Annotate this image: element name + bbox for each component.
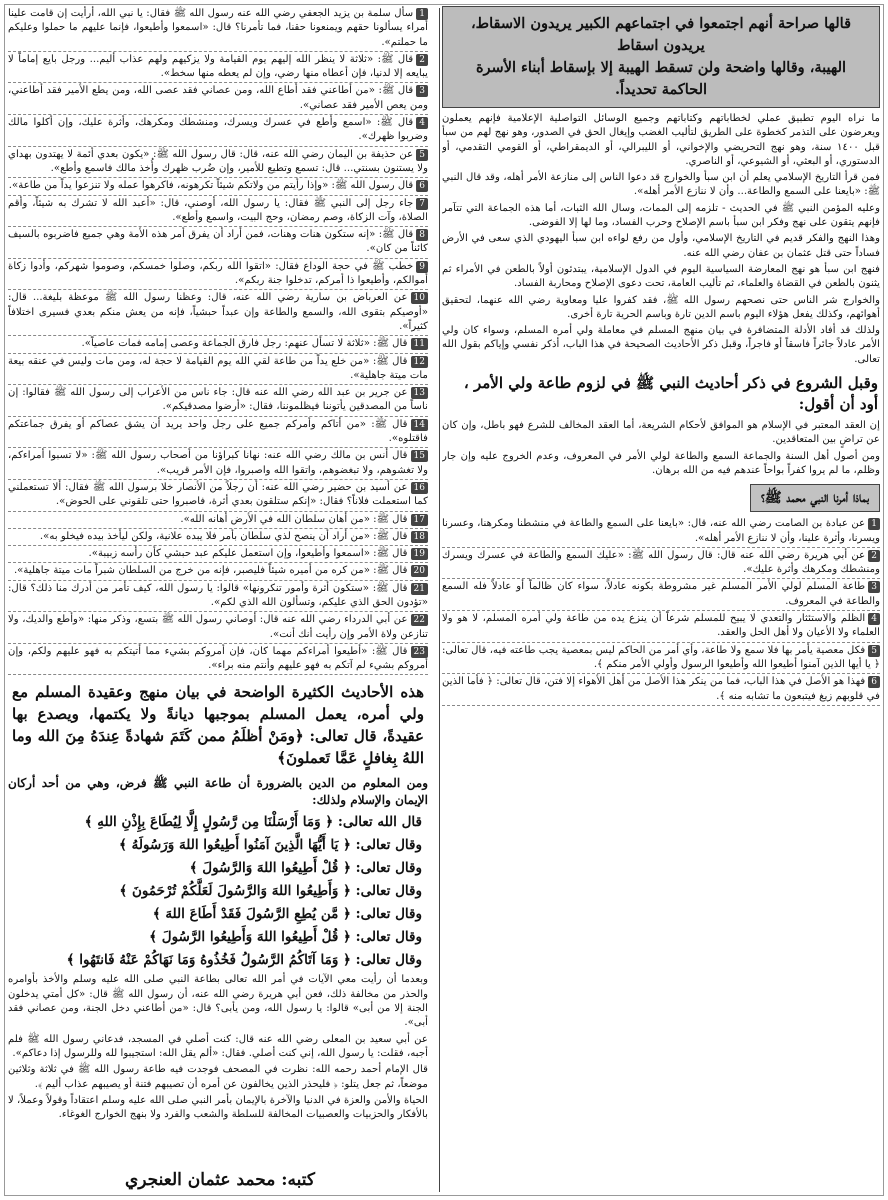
closing-paragraph-text: الحياة والأمن والعزة في الدنيا والآخرة بالإيمان بأمر النبي صلى الله عليه وسلم اعتقاداً وقولاً وعملاً، لا بالأفكار والحزبيات والعصبيات المخالفة للسلطة والشعب والفرد ولا بنهج الخوارج الغوغاء. xyxy=(8,1094,428,1121)
section-subheading: بماذا أمرنا النبي محمد ﷺ؟ xyxy=(750,484,880,512)
item-number: 12 xyxy=(411,356,428,368)
hadith-item xyxy=(8,529,428,546)
paragraph-text: والخوارج شر الناس حتى نصحهم رسول الله ﷺ، فقد كفروا عليا ومعاوية رضي الله عنهما، لتحقيق أهوائهم، وكذلك يفعل هؤلاء اليوم باسم الدين تارة وباسم الحرية تارة أخرى. xyxy=(442,294,880,320)
hadith-item-text: خطب ﷺ في حجة الوداع فقال: «اتقوا الله ربكم، وصلوا خمسكم، وصوموا شهركم، وأدوا زكاة أموالكم، وأطيعوا ذا أمركم، تدخلوا جنة ربكم». xyxy=(8,260,428,287)
paragraph-text: ولذلك قد أفاد الأدلة المتضافرة في بيان منهج المسلم في معاملة ولي أمره المسلم، وسواء كان ولي الأمر عادلاً جائراً فاسقاً أو فاجراً، وقبل ذكر الأحاديث الصحيحة في هذا الباب، أذكر نفسي وإياكم بقول الله تعالى. xyxy=(442,325,880,365)
verse-line xyxy=(14,950,422,970)
item-number: 11 xyxy=(411,338,428,350)
command-item-text: فهذا هو الأصل في هذا الباب، فما من ينكر هذا الأصل من أهل الأهواء إلا فتن، قال تعالى: ﴿ فأما الذين في قلوبهم زيغ فيتبعون ما تشابه منه ﴾. xyxy=(442,676,880,702)
hadith-item xyxy=(8,115,428,147)
closing-paragraph xyxy=(8,1063,428,1092)
item-number: 1 xyxy=(416,8,428,20)
verse-line xyxy=(14,904,422,924)
hadith-item xyxy=(8,178,428,195)
principle-item xyxy=(442,450,880,479)
item-number: 7 xyxy=(416,198,428,210)
item-number: 6 xyxy=(416,180,428,192)
paragraph xyxy=(442,202,880,231)
item-number: 2 xyxy=(416,54,428,66)
hadith-item xyxy=(8,448,428,480)
item-number: 9 xyxy=(416,261,428,273)
verse-line-text: وقال تعالى: ﴿ وَأَطِيعُوا اللهَ وَالرَّسُولَ لَعَلَّكُمْ تُرْحَمُونَ ﴾ xyxy=(119,883,422,900)
paragraph-text: وهذا النهج والفكر قديم في التاريخ الإسلامي، وأول من رفع لواءه ابن سبأ اليهودي الذي سعى في الأرض فساداً حتى قتل عثمان بن عفان رضي الله عنه. xyxy=(442,233,880,259)
paragraph-text: ما نراه اليوم تطبيق عملي لخطاباتهم وكتاباتهم وجميع الوسائل التواصلية الإعلامية فإنهم يعملون ويعرضون على التذمر كخطوة على الطريق لتأليب الغضب وإيغال الحق في الصدور، وهو نهج لهم من سبأ قبل ١٤٠٠ سنة، وهو نهج التحريضي والإخواني، أو الليبرالي، أو الديمقراطي، أو القومي التقدمي، أو الدستوري، أو البعثي، أو الشيوعي، أو الناصري. xyxy=(442,113,880,167)
item-number: 2 xyxy=(868,550,880,562)
closing-paragraph xyxy=(8,1094,428,1123)
item-number: 4 xyxy=(416,117,428,129)
column-divider xyxy=(439,8,440,1192)
command-item-text: الظلم والاستئثار والتعدي لا يبيح للمسلم شرعاً أن ينزع يده من طاعة ولي أمره المسلم، لا هو ولا العلماء ولا الأعيان ولا أهل الحل والعقد. xyxy=(442,613,880,639)
hadith-item-text: عن جرير بن عبد الله رضي الله عنه قال: جاء ناس من الأعراب إلى رسول الله ﷺ فقالوا: إن ناساً من المصدقين يأتوننا فيظلموننا، فقال: «أرضوا مصدقيكم». xyxy=(8,387,428,413)
hadith-item xyxy=(8,644,428,676)
item-number: 15 xyxy=(411,450,428,462)
verse-line xyxy=(14,835,422,855)
hadith-item-text: سأل سلمة بن يزيد الجعفي رضي الله عنه رسول الله ﷺ فقال: يا نبي الله، أرأيت إن قامت علينا أمراء يسألونا حقهم ويمنعونا حقنا، فما تأمرنا؟ قال: «اسمعوا وأطيعوا، فإنما عليهم ما حملوا وعليكم ما حملتم». xyxy=(8,8,428,48)
verse-line-text: قال الله تعالى: ﴿ وَمَا أَرْسَلْنَا مِن رَّسُولٍ إِلَّا لِيُطَاعَ بِإِذْنِ اللهِ ﴾ xyxy=(84,814,422,831)
closing-paragraph-text: وبعدما أن رأيت معي الآيات في أمر الله تعالى بطاعة النبي صلى الله عليه وسلم والأخذ بأوامره والحذر من مخالفة ذلك، فعن أبي هريرة رضي الله عنه، أن رسول الله ﷺ قال: «كل أمتي يدخلون الجنة إلا من أبى» قالوا: يا رسول الله، ومن يأبى؟ قال: «من أطاعني دخل الجنة، ومن عصاني فقد أبى». xyxy=(8,974,428,1029)
hadith-item-text: قال ﷺ: «ستكون أثرة وأمور تنكرونها» قالوا: يا رسول الله، كيف تأمر من أدرك منا ذلك؟ قال: «تؤدون الحق الذي عليكم، وتسألون الله الذي لكم». xyxy=(8,582,428,608)
paragraph xyxy=(442,232,880,261)
intro-paragraph: ومن المعلوم من الدين بالضرورة أن طاعة النبي ﷺ فرض، وهي من أحد أركان الإيمان والإسلام ولذلك: xyxy=(8,776,428,808)
command-item xyxy=(442,548,880,580)
item-number: 21 xyxy=(411,583,428,595)
verse-line xyxy=(14,858,422,878)
hadith-item-text: قال أنس بن مالك رضي الله عنه: نهانا كبراؤنا من أصحاب رسول الله ﷺ: «لا تسبوا أمراءكم، ولا تغشوهم، ولا تبغضوهم، واتقوا الله واصبروا، فإن الأمر قريب». xyxy=(8,450,428,476)
verses-list xyxy=(8,812,428,970)
hadith-item xyxy=(8,196,428,228)
principle-item-text: إن العقد المعتبر في الإسلام هو الموافق لأحكام الشريعة، أما العقد المخالف للشرع فهو باطل، وإن كان عن تراضٍ بين المتعاقدين. xyxy=(442,420,880,446)
item-number: 18 xyxy=(411,531,428,543)
hadith-item xyxy=(8,480,428,512)
verse-line-text: وقال تعالى: ﴿ قُلْ أَطِيعُوا اللهَ وَأَطِيعُوا الرَّسُولَ ﴾ xyxy=(149,929,422,946)
item-number: 22 xyxy=(411,614,428,626)
item-number: 8 xyxy=(416,229,428,241)
command-item-text: عن أبي هريرة رضي الله عنه قال: قال رسول الله ﷺ: «عليك السمع والطاعة في عسرك ويسرك ومنشطك ومكرهك وأثرة عليك». xyxy=(442,549,880,576)
hadith-item xyxy=(8,612,428,644)
item-number: 3 xyxy=(416,85,428,97)
command-item xyxy=(442,516,880,548)
right-intro-paragraphs xyxy=(442,112,880,367)
headline-line-2: الهيبة، وقالها واضحة ولن تسقط الهيبة إلا بإسقاط أبناء الأسرة الحاكمة تحديداً. xyxy=(475,59,847,98)
principle-item-text: ومن أصول أهل السنة والجماعة السمع والطاعة لولي الأمر في المعروف، وعدم الخروج عليه وإن جار وظلم، ما لم يروا كفراً بواحاً عندهم فيه من الله برهان. xyxy=(442,450,880,476)
paragraph-text: فنهج ابن سبأ هو نهج المعارضة السياسية اليوم في الدول الإسلامية، يبتدئون أولاً بالطعن في الأمراء ثم يثنون بالطعن في القضاة والعلماء، ثم تأليب العامة، تحت دعوى الإصلاح ومحاربة الفساد. xyxy=(442,263,880,290)
hadith-item xyxy=(8,52,428,84)
hadith-item-text: عن أسيد بن حضير رضي الله عنه: أن رجلاً من الأنصار خلا برسول الله ﷺ فقال: ألا تستعملني كما استعملت فلاناً؟ فقال: «إنكم ستلقون بعدي أثرة، فاصبروا حتى تلقوني على الحوض». xyxy=(8,481,428,508)
author-signature: كتبه: محمد عثمان العنجري xyxy=(125,1170,315,1190)
verse-line-text: وقال تعالى: ﴿ يَا أَيُّهَا الَّذِينَ آمَنُوا أَطِيعُوا اللهَ وَرَسُولَهُ ﴾ xyxy=(119,837,422,854)
hadith-item xyxy=(8,290,428,336)
hadith-item xyxy=(8,512,428,529)
summary-block: هذه الأحاديث الكثيرة الواضحة في بيان منهج وعقيدة المسلم مع ولي أمره، يعمل المسلم بموجبها ديانةً ولا يكتمها، ويصدع بها عقيدةً، قال تعالى: ﴿ومَنْ أظلَمُ ممن كَتَمَ شهادةً عِندَهُ مِنَ الله وما اللهُ بِغافلٍ عَمَّا تَعملونَ﴾ xyxy=(12,683,424,768)
item-number: 13 xyxy=(411,387,428,399)
command-item xyxy=(442,579,880,611)
hadith-item-text: قال رسول الله ﷺ: «وإذا رأيتم من ولاتكم شيئاً تكرهونه، فاكرهوا عمله ولا تنزعوا يداً من طاعة». xyxy=(8,180,414,192)
command-item-text: طاعة المسلم لولي الأمر المسلم غير مشروطة بكونه عادلاً، سواء كان ظالماً أو عادلاً فله السمع والطاعة في المعروف. xyxy=(442,581,880,607)
closing-paragraphs xyxy=(8,973,428,1122)
item-number: 4 xyxy=(868,613,880,625)
paragraph xyxy=(442,263,880,292)
section-heading: وقبل الشروع في ذكر أحاديث النبي ﷺ في لزوم طاعة ولي الأمر ، أود أن أقول: xyxy=(463,374,878,414)
closing-paragraph xyxy=(8,1033,428,1062)
verse-line xyxy=(14,881,422,901)
paragraph xyxy=(442,171,880,200)
paragraph xyxy=(442,324,880,367)
command-item-text: فكل معصية يأمر بها فلا سمع ولا طاعة، وأي أمر من الحاكم ليس بمعصية يجب طاعته فيه، قال تعالى: ﴿ يا أيها الذين آمنوا أطيعوا الله وأطيعوا الرسول وأولي الأمر منكم ﴾. xyxy=(442,644,880,670)
hadith-item xyxy=(8,354,428,386)
hadith-item-text: عن حذيفة بن اليمان رضي الله عنه، قال: قال رسول الله ﷺ: «يكون بعدي أئمة لا يهتدون بهداي ولا يستنون بسنتي... قال: تسمع وتطيع للأمير، وإن ضُرب ظهرك وأُخذ مالك فاسمع وأطع». xyxy=(8,148,428,174)
verse-line xyxy=(14,927,422,947)
item-number: 5 xyxy=(868,645,880,657)
hadith-item xyxy=(8,6,428,52)
command-item xyxy=(442,611,880,643)
hadith-item-text: قال ﷺ: «من أراد أن ينصح لذي سلطان بأمر فلا يبده علانية، ولكن ليأخذ بيده فيخلو به». xyxy=(39,530,408,542)
item-number: 6 xyxy=(868,676,880,688)
left-column xyxy=(8,6,428,1194)
verse-line xyxy=(14,812,422,832)
hadith-item-text: قال ﷺ: «من أهان سلطان الله في الأرض أهانه الله». xyxy=(180,513,408,525)
hadith-item xyxy=(8,581,428,613)
item-number: 1 xyxy=(868,518,880,530)
item-number: 23 xyxy=(411,646,428,658)
paragraph xyxy=(442,112,880,169)
hadith-item-text: قال ﷺ: «أطيعوا أمراءكم مهما كان، فإن أمروكم بشيء مما أتيتكم به فهو عليهم ولكم، وإن أمروكم بشيء لم آتكم به فهو عليهم وأنتم منه براء». xyxy=(8,645,428,672)
hadith-item xyxy=(8,259,428,291)
hadith-item-text: قال ﷺ: «إنه ستكون هنات وهنات، فمن أراد أن يفرق أمر هذه الأمة وهي جميع فاضربوه بالسيف كائناً من كان». xyxy=(8,229,428,255)
hadith-item xyxy=(8,563,428,580)
item-number: 14 xyxy=(411,419,428,431)
subheading-wrap xyxy=(442,480,880,516)
verse-line-text: وقال تعالى: ﴿ قُلْ أَطِيعُوا اللهَ وَالرَّسُولَ ﴾ xyxy=(189,860,422,877)
paragraph-text: وعليه المؤمن النبي ﷺ في الحديث - تلزمه إلى الممات، وسال الله الثبات، أما هذه الجماعة التي تتآمر فإنهم يتقون على نهج وفكر ابن سبأ باسم الإصلاح وحرب الفساد، وما لها إلا الفوضى. xyxy=(442,202,880,229)
hadith-item-text: قال ﷺ: «من كره من أميره شيئاً فليصبر، فإنه من خرج من السلطان شبراً مات ميتة جاهلية». xyxy=(13,565,408,577)
hadith-item xyxy=(8,546,428,563)
hadith-item xyxy=(8,336,428,353)
hadith-item-text: جاء رجل إلى النبي ﷺ فقال: يا رسول الله، أوصني، قال: «أعبد الله لا تشرك به شيئاً، وأقم الصلاة، وآت الزكاة، وصم رمضان، وحج البيت، واسمع وأطع». xyxy=(8,197,428,223)
hadith-item-text: قال ﷺ: «من أتاكم وأمركم جميع على رجل واحد يريد أن يشق عصاكم أو يفرق جماعتكم فاقتلوه». xyxy=(8,418,428,445)
hadith-item xyxy=(8,147,428,179)
item-number: 5 xyxy=(416,149,428,161)
verse-line-text: وقال تعالى: ﴿ مَّن يُطِعِ الرَّسُولَ فَقَدْ أَطَاعَ اللهَ ﴾ xyxy=(152,906,422,923)
paragraph xyxy=(442,294,880,323)
item-number: 10 xyxy=(411,292,428,304)
hadith-item xyxy=(8,417,428,449)
hadith-item xyxy=(8,385,428,417)
command-item-text: عن عبادة بن الصامت رضي الله عنه، قال: «بايعنا على السمع والطاعة في منشطنا ومكرهنا، وعسرنا ويسرنا، وأثرة علينا، وأن لا ننازع الأمر أهله». xyxy=(442,518,880,544)
verse-line-text: وقال تعالى: ﴿ وَمَا آتَاكُمُ الرَّسُولُ فَخُذُوهُ وَمَا نَهَاكُمْ عَنْهُ فَانتَهُوا ﴾ xyxy=(66,952,422,969)
closing-paragraph-text: قال الإمام أحمد رحمه الله: نظرت في المصحف فوجدت فيه طاعة رسول الله ﷺ في ثلاثة وثلاثين موضعاً، ثم جعل يتلو: ﴿ فليحذر الذين يخالفون عن أمره أن تصيبهم فتنة أو يصيبهم عذاب أليم ﴾. xyxy=(8,1064,428,1090)
item-number: 17 xyxy=(411,514,428,526)
hadith-item-text: قال ﷺ: «اسمعوا وأطيعوا، وإن استعمل عليكم عبد حبشي كأن رأسه زبيبة». xyxy=(88,548,408,560)
hadith-item-text: عن أبي الدرداء رضي الله عنه قال: أوصاني رسول الله ﷺ بتسع، وذكر منها: «وأطع والديك، ولا تنازعن ولاة الأمر وإن رأيت أنك أنت». xyxy=(8,614,428,640)
command-item xyxy=(442,674,880,706)
right-principles-list xyxy=(442,419,880,478)
headline-banner xyxy=(442,6,880,108)
hadith-item-text: قال ﷺ: «من أطاعني فقد أطاع الله، ومن عصاني فقد عصى الله، ومن يطع الأمير فقد أطاعني، ومن يعص الأمير فقد عصاني». xyxy=(8,85,428,111)
hadith-item-text: قال ﷺ: «ثلاثة لا تسأل عنهم: رجل فارق الجماعة وعصى إمامه فمات عاصياً». xyxy=(81,338,408,350)
item-number: 19 xyxy=(411,548,428,560)
hadith-item xyxy=(8,83,428,115)
paragraph-text: فمن قرأ التاريخ الإسلامي يعلم أن ابن سبأ والخوارج قد دعوا الناس إلى منازعة الأمر أهله، وقد قال النبي ﷺ: «بايعنا على السمع والطاعة... وأن لا ننازع الأمر أهله». xyxy=(442,172,880,198)
principle-item xyxy=(442,419,880,448)
item-number: 3 xyxy=(868,581,880,593)
item-number: 16 xyxy=(411,482,428,494)
hadith-item-text: قال ﷺ: «من خلع يداً من طاعة لقي الله يوم القيامة لا حجة له، ومن مات وليس في عنقه بيعة مات ميتة جاهلية». xyxy=(8,355,428,381)
hadith-list xyxy=(8,6,428,675)
item-number: 20 xyxy=(411,565,428,577)
right-column xyxy=(442,6,880,1194)
hadith-item-text: قال ﷺ: «اسمع وأطع في عسرك ويسرك، ومنشطك ومكرهك، وأثرة عليك، وإن أكلوا مالك وضربوا ظهرك». xyxy=(8,117,428,143)
headline-line-1: قالها صراحة أنهم اجتمعوا في اجتماعهم الكبير يريدون الاسقاط، يريدون اسقاط xyxy=(471,15,851,54)
hadith-item xyxy=(8,227,428,259)
hadith-item-text: قال ﷺ: «ثلاثة لا ينظر الله إليهم يوم القيامة ولا يزكيهم ولهم عذاب أليم... ورجل بايع إماماً لا يبايعه إلا لدنيا، فإن أعطاه منها رضي، وإن لم يعطه منها سخط». xyxy=(8,53,428,80)
hadith-item-text: عن العرباض بن سارية رضي الله عنه، قال: وعظنا رسول الله ﷺ موعظة بليغة... قال: «أوصيكم بتقوى الله، والسمع والطاعة وإن عبداً حبشياً، فإنه من يعش منكم بعدي فسيرى اختلافاً كثيراً». xyxy=(8,292,428,332)
command-item xyxy=(442,643,880,675)
closing-paragraph xyxy=(8,973,428,1030)
closing-paragraph-text: عن أبي سعيد بن المعلى رضي الله عنه قال: كنت أصلي في المسجد، فدعاني رسول الله ﷺ فلم أجبه، فقلت: يا رسول الله، إني كنت أصلي. فقال: «ألم يقل الله: استجيبوا لله وللرسول إذا دعاكم». xyxy=(8,1033,428,1059)
commands-list xyxy=(442,516,880,706)
